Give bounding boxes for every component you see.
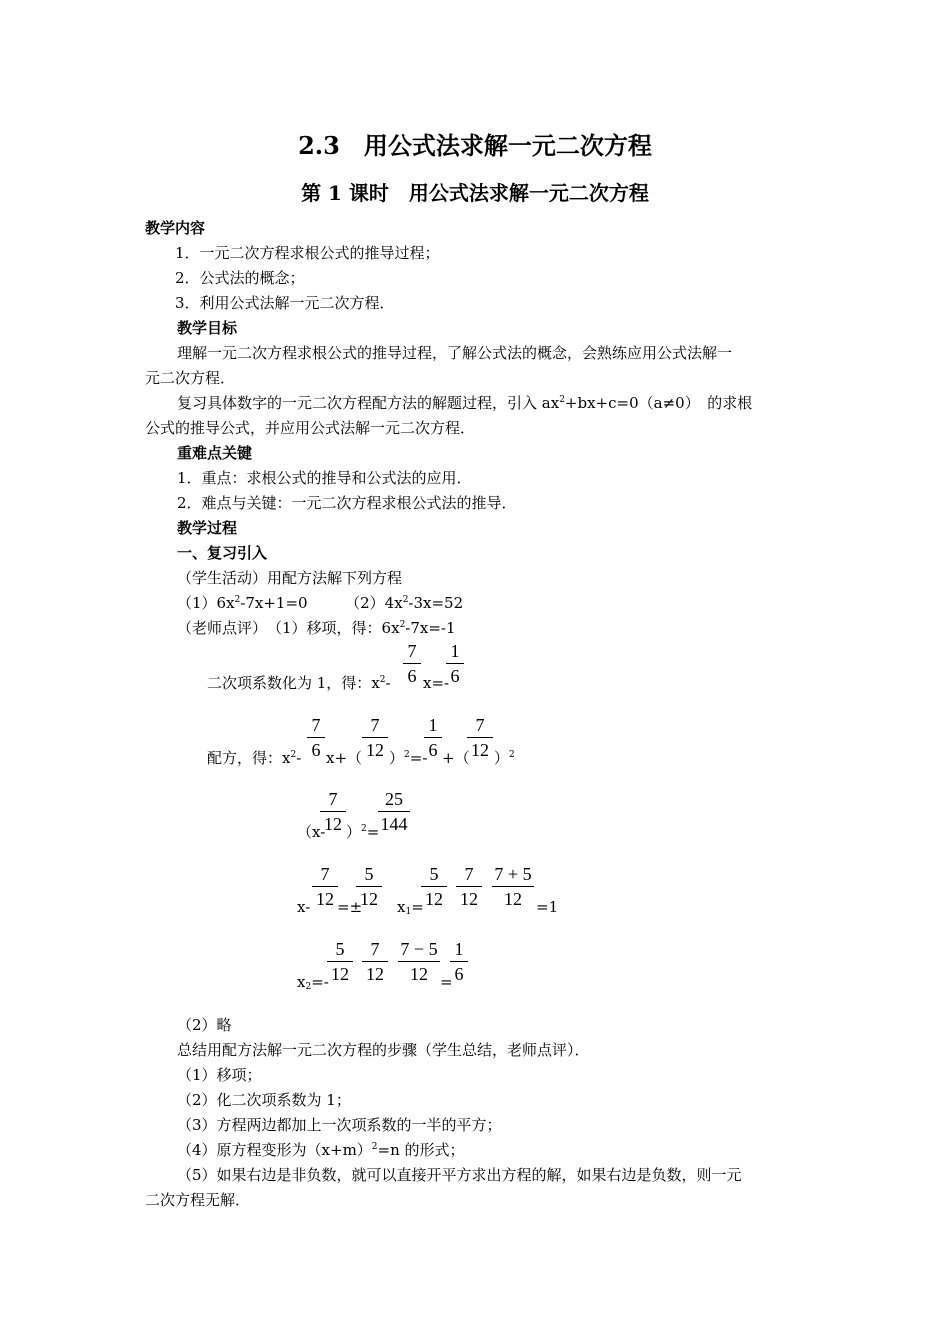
numerator: 7 <box>320 864 330 884</box>
eq1 <box>177 594 308 612</box>
fraction-bar <box>378 811 410 812</box>
fraction-7-12 <box>362 938 388 985</box>
step-square-text <box>207 748 301 768</box>
numerator: 7 + 5 <box>494 864 532 884</box>
denominator: 12 <box>331 964 349 984</box>
denominator: 6 <box>450 666 460 686</box>
math-text <box>297 972 329 992</box>
math-text: =- <box>409 749 428 767</box>
fraction-bar <box>362 961 388 962</box>
step-coef-text <box>207 673 391 693</box>
math-text <box>397 897 424 917</box>
subscript: 1 <box>405 907 412 917</box>
fraction-7-12 <box>362 714 388 761</box>
fraction-bar <box>356 886 382 887</box>
fraction-1-6 <box>446 640 464 687</box>
math-text: x <box>297 973 306 991</box>
step-item: （2）化二次项系数为 1； <box>177 1091 351 1109</box>
review-heading: 一、复习引入 <box>177 544 268 562</box>
fraction-7minus5-12 <box>398 938 440 985</box>
fraction-bar <box>320 811 346 812</box>
denominator: 12 <box>471 740 489 760</box>
fraction-25-144 <box>378 788 410 835</box>
denominator: 6 <box>311 740 321 760</box>
process-heading: 教学过程 <box>177 519 238 537</box>
math-text: ） <box>494 749 510 767</box>
fraction-bar <box>492 886 534 887</box>
step-item: （3）方程两边都加上一次项系数的一半的平方； <box>177 1116 502 1134</box>
math-text: +（ <box>442 749 470 767</box>
denominator: 12 <box>410 964 428 984</box>
numerator: 5 <box>364 864 374 884</box>
eq-text: （1）6x <box>177 594 235 612</box>
key-heading: 重难点关键 <box>177 444 253 462</box>
numerator: 7 <box>328 789 338 809</box>
superscript: 2 <box>402 595 409 605</box>
math-text <box>346 822 379 842</box>
numerator: 7 − 5 <box>400 939 438 959</box>
fraction-bar <box>467 737 493 738</box>
superscript: 2 <box>379 675 386 685</box>
fraction-7-6 <box>403 640 421 687</box>
eq-text: -3x=52 <box>408 594 464 612</box>
fraction-7-12 <box>312 863 338 910</box>
math-text <box>494 748 515 768</box>
numerator: 1 <box>428 715 438 735</box>
numerator: 25 <box>385 789 403 809</box>
denominator: 12 <box>366 964 384 984</box>
step-item <box>177 1140 465 1160</box>
goal-paragraph <box>177 393 752 413</box>
eq2 <box>345 594 463 612</box>
math-text: - <box>296 749 302 767</box>
denominator: 12 <box>425 889 443 909</box>
fraction-7plus5-12 <box>492 863 534 910</box>
goal-heading: 教学目标 <box>177 319 238 337</box>
denominator: 12 <box>460 889 478 909</box>
content-item: 1．一元二次方程求根公式的推导过程； <box>175 244 440 262</box>
omit-text: （2）略 <box>177 1016 232 1034</box>
comment-text: -7x=-1 <box>405 619 456 637</box>
math-text: ） <box>346 823 362 841</box>
fraction-5-12 <box>327 938 353 985</box>
page-subtitle: 第 1 课时 用公式法求解一元二次方程 <box>301 181 649 205</box>
key-item: 1．重点：求根公式的推导和公式法的应用． <box>177 469 472 487</box>
goal-text: 复习具体数字的一元二次方程配方法的解题过程，引入 ax <box>177 394 560 412</box>
fraction-bar <box>398 961 440 962</box>
numerator: 7 <box>370 715 380 735</box>
fraction-bar <box>446 663 464 664</box>
fraction-5-12 <box>356 863 382 910</box>
fraction-bar <box>312 886 338 887</box>
superscript: 2 <box>509 750 515 760</box>
denominator: 144 <box>380 814 408 834</box>
fraction-1-6 <box>450 938 468 985</box>
fraction-bar <box>421 886 447 887</box>
math-text: = <box>440 973 453 991</box>
content-item: 3．利用公式法解一元二次方程． <box>175 294 395 312</box>
numerator: 1 <box>450 641 460 661</box>
goal-paragraph: 公式的推导公式，并应用公式法解一元二次方程． <box>145 419 476 437</box>
step-item: （1）移项； <box>177 1066 262 1084</box>
numerator: 7 <box>311 715 321 735</box>
fraction-bar <box>424 737 442 738</box>
denominator: 6 <box>428 740 438 760</box>
math-text <box>389 748 427 768</box>
numerator: 5 <box>335 939 345 959</box>
fraction-7-12 <box>456 863 482 910</box>
superscript: 2 <box>371 1142 378 1152</box>
fraction-1-6 <box>424 714 442 761</box>
superscript: 2 <box>361 824 367 834</box>
fraction-bar <box>403 663 421 664</box>
math-text: = <box>411 898 424 916</box>
eq-text: （2）4x <box>345 594 403 612</box>
math-text: （x- <box>297 823 326 841</box>
denominator: 6 <box>407 666 417 686</box>
fraction-bar <box>450 961 468 962</box>
fraction-bar <box>362 737 388 738</box>
page-title: 2.3 用公式法求解一元二次方程 <box>298 131 652 160</box>
fraction-7-12 <box>320 788 346 835</box>
math-text: x <box>397 898 406 916</box>
math-text: x- <box>297 898 311 916</box>
teacher-comment <box>177 618 456 638</box>
content-item: 2．公式法的概念； <box>175 269 305 287</box>
math-text: 配方，得：x <box>207 749 291 767</box>
math-text: x=- <box>423 674 450 692</box>
math-text: - <box>385 674 391 692</box>
step-text: （4）原方程变形为（x+m） <box>177 1141 372 1159</box>
fraction-5-12 <box>421 863 447 910</box>
numerator: 7 <box>475 715 485 735</box>
math-text: =1 <box>536 898 559 916</box>
math-text: =± <box>337 898 363 916</box>
fraction-bar <box>327 961 353 962</box>
numerator: 5 <box>429 864 439 884</box>
math-text: = <box>366 823 380 841</box>
activity-text: （学生活动）用配方法解下列方程 <box>177 569 403 587</box>
goal-paragraph: 理解一元二次方程求根公式的推导过程，了解公式法的概念，会熟练应用公式法解一 <box>177 344 733 362</box>
fraction-bar <box>307 737 325 738</box>
key-item: 2．难点与关键：一元二次方程求根公式法的推导． <box>177 494 517 512</box>
math-text: x+（ <box>326 749 363 767</box>
math-text: 二次项系数化为 1，得：x <box>207 674 380 692</box>
numerator: 7 <box>370 939 380 959</box>
superscript: 2 <box>559 395 565 405</box>
numerator: 7 <box>407 641 417 661</box>
denominator: 12 <box>360 889 378 909</box>
numerator: 1 <box>454 939 464 959</box>
math-text: =- <box>311 973 329 991</box>
subscript: 2 <box>305 982 312 992</box>
denominator: 12 <box>324 814 342 834</box>
step-item: 二次方程无解． <box>145 1191 251 1209</box>
denominator: 12 <box>504 889 522 909</box>
content-heading: 教学内容 <box>145 219 206 237</box>
fraction-7-6 <box>307 714 325 761</box>
superscript: 2 <box>234 595 241 605</box>
goal-text: +bx+c=0（a≠0） 的求根 <box>564 394 753 412</box>
step-text: =n 的形式； <box>377 1141 465 1159</box>
superscript: 2 <box>399 620 406 630</box>
math-text: ） <box>389 749 405 767</box>
denominator: 12 <box>366 740 384 760</box>
denominator: 12 <box>316 889 334 909</box>
step-item: （5）如果右边是非负数，就可以直接开平方求出方程的解，如果右边是负数，则一元 <box>177 1166 742 1184</box>
comment-text: （老师点评） （1）移项，得：6x <box>177 619 400 637</box>
denominator: 6 <box>454 964 464 984</box>
eq-text: -7x+1=0 <box>240 594 308 612</box>
fraction-bar <box>456 886 482 887</box>
superscript: 2 <box>290 750 297 760</box>
goal-paragraph: 元二次方程． <box>145 369 236 387</box>
numerator: 7 <box>464 864 474 884</box>
superscript: 2 <box>404 750 410 760</box>
fraction-7-12 <box>467 714 493 761</box>
equations-line <box>177 593 463 613</box>
summary-text: 总结用配方法解一元二次方程的步骤（学生总结，老师点评）． <box>177 1041 590 1059</box>
